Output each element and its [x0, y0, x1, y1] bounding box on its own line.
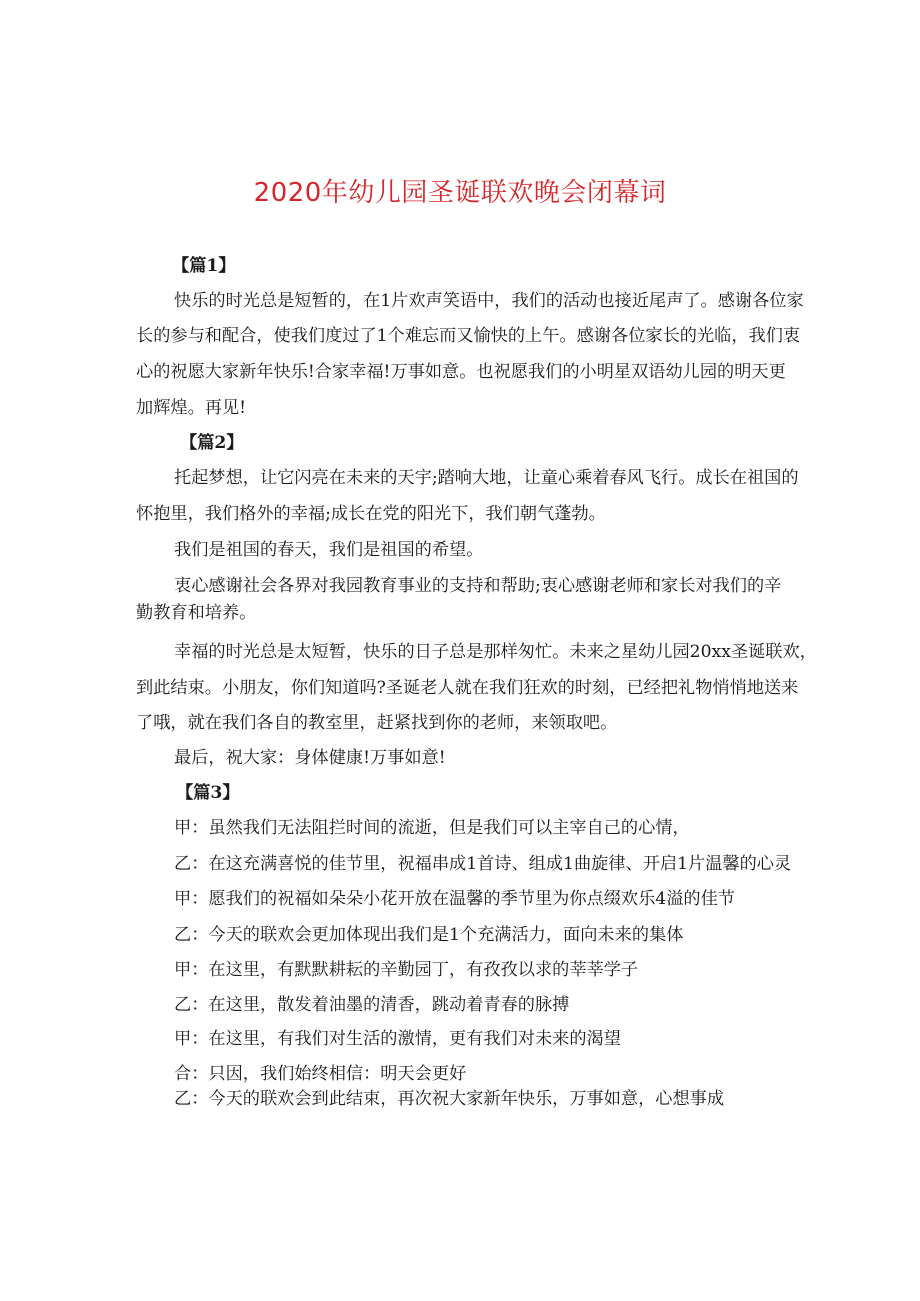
dialogue-line: 甲：虽然我们无法阻拦时间的流逝，但是我们可以主宰自己的心情，: [174, 818, 690, 838]
section-heading-3: 【篇3】: [176, 783, 240, 803]
paragraph-line: 托起梦想，让它闪亮在未来的天宇;踏响大地，让童心乘着春风飞行。成长在祖国的: [174, 468, 799, 488]
paragraph-line: 最后，祝大家：身体健康!万事如意!: [174, 748, 446, 768]
paragraph-line: 了哦，就在我们各自的教室里，赶紧找到你的老师，来领取吧。: [136, 713, 618, 733]
paragraph-line: 快乐的时光总是短暂的，在1片欢声笑语中，我们的活动也接近尾声了。感谢各位家: [174, 291, 804, 311]
paragraph-line: 到此结束。小朋友，你们知道吗?圣诞老人就在我们狂欢的时刻，已经把礼物悄悄地送来: [136, 678, 799, 698]
dialogue-line: 乙：在这里，散发着油墨的清香，跳动着青春的脉搏: [174, 995, 570, 1015]
dialogue-line: 乙：今天的联欢会到此结束，再次祝大家新年快乐，万事如意，心想事成: [174, 1089, 725, 1109]
page-title: 2020年幼儿园圣诞联欢晚会闭幕词: [253, 178, 667, 208]
paragraph-line: 勤教育和培养。: [136, 603, 257, 623]
dialogue-line: 乙：在这充满喜悦的佳节里，祝福串成1首诗、组成1曲旋律、开启1片温馨的心灵: [174, 854, 792, 874]
section-heading-2: 【篇2】: [180, 433, 244, 453]
paragraph-line: 心的祝愿大家新年快乐!合家幸福!万事如意。也祝愿我们的小明星双语幼儿园的明天更: [136, 362, 786, 382]
dialogue-line: 甲：在这里，有默默耕耘的辛勤园丁，有孜孜以求的莘莘学子: [174, 960, 639, 980]
dialogue-line: 甲：愿我们的祝福如朵朵小花开放在温馨的季节里为你点缀欢乐4溢的佳节: [174, 889, 735, 909]
paragraph-line: 怀抱里，我们格外的幸福;成长在党的阳光下，我们朝气蓬勃。: [136, 504, 606, 524]
dialogue-line: 甲：在这里，有我们对生活的激情，更有我们对未来的渴望: [174, 1029, 621, 1049]
paragraph-line: 幸福的时光总是太短暂，快乐的日子总是那样匆忙。未来之星幼儿园20xx圣诞联欢，: [174, 642, 817, 662]
dialogue-line: 乙：今天的联欢会更加体现出我们是1个充满活力，面向未来的集体: [174, 925, 684, 945]
paragraph-line: 长的参与和配合，使我们度过了1个难忘而又愉快的上午。感谢各位家长的光临，我们衷: [136, 326, 801, 346]
paragraph-line: 我们是祖国的春天，我们是祖国的希望。: [174, 540, 484, 560]
section-heading-1: 【篇1】: [172, 256, 236, 276]
dialogue-line: 合：只因，我们始终相信：明天会更好: [174, 1064, 467, 1084]
paragraph-line: 加辉煌。再见!: [136, 398, 247, 418]
paragraph-line: 衷心感谢社会各界对我园教育事业的支持和帮助;衷心感谢老师和家长对我们的辛: [174, 576, 782, 596]
